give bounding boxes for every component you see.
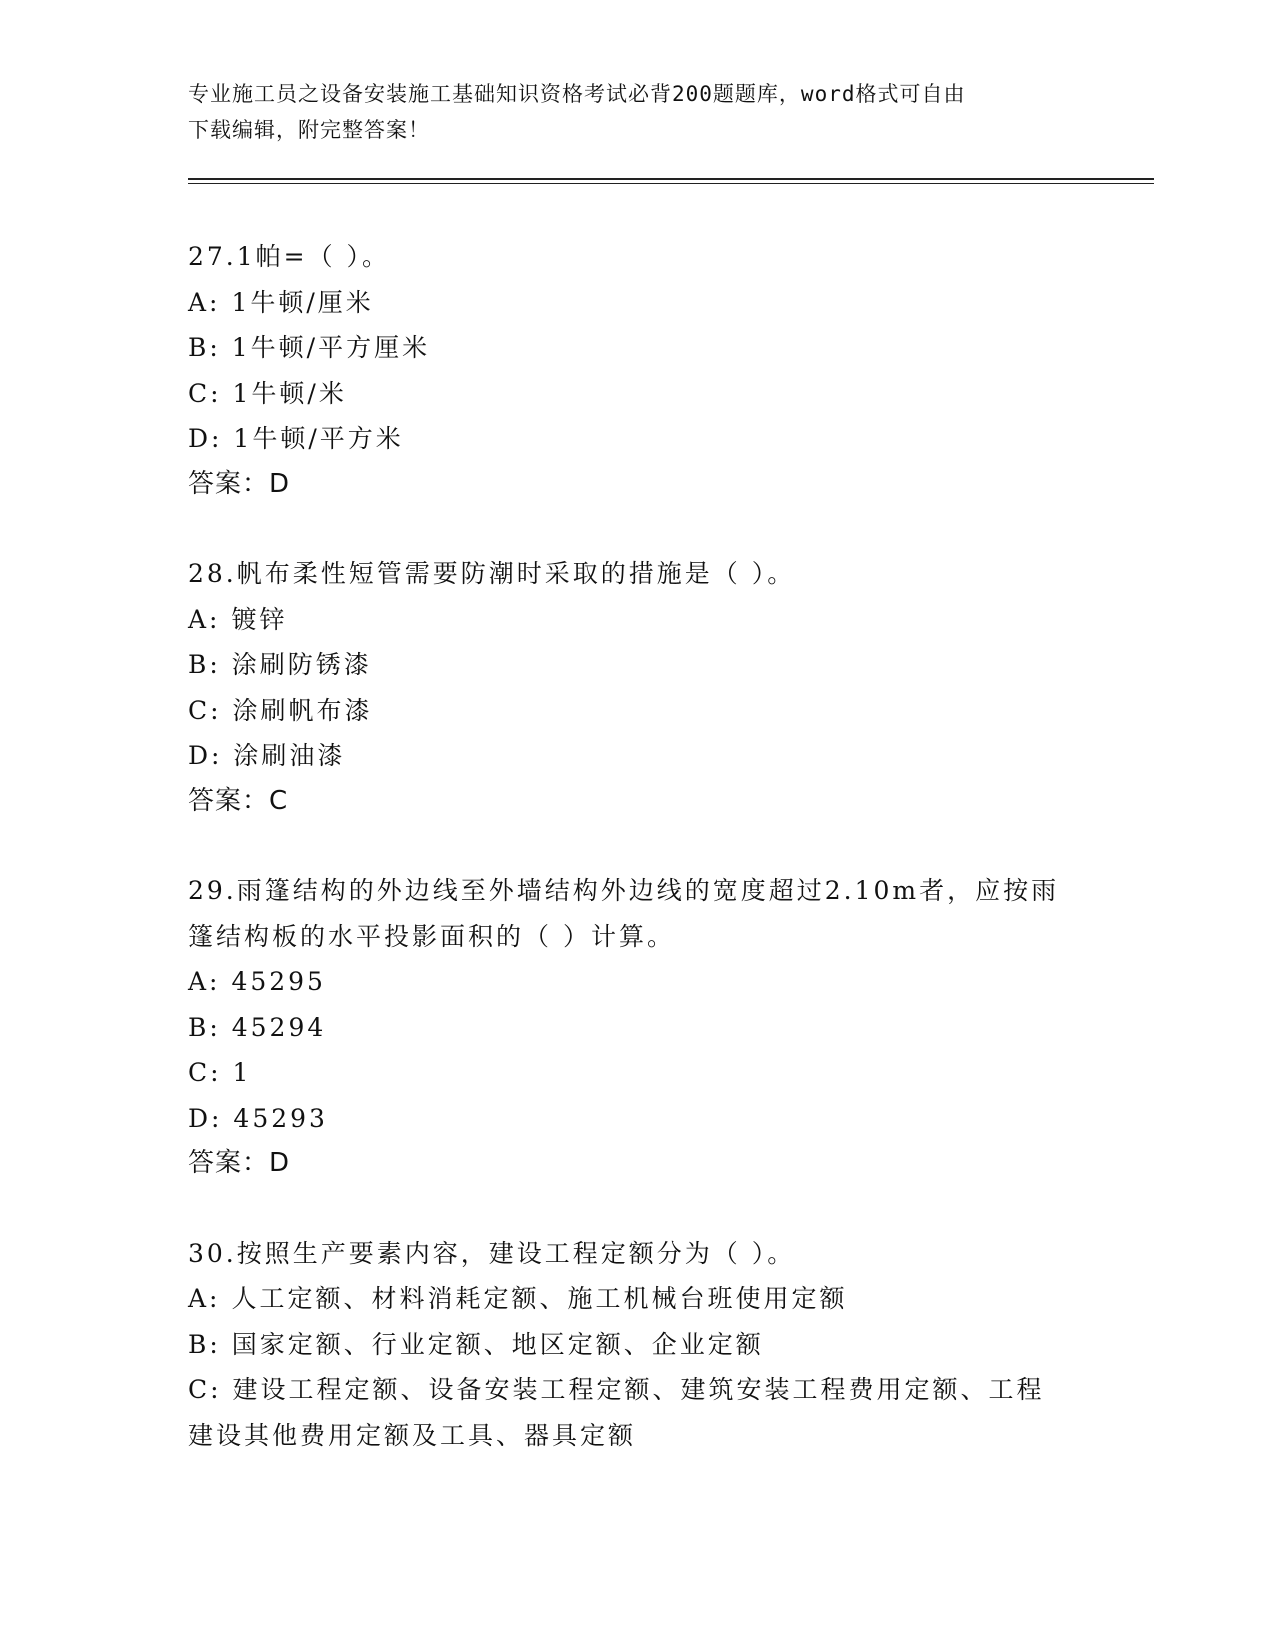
option-key: C: [188,378,222,408]
option-a [188,1276,1088,1322]
option-key: C: [188,695,222,725]
question-stem: 27.1帕=（ ）。 [188,242,391,271]
question-stem-line-1: 29.雨篷结构的外边线至外墙结构外边线的宽度超过2.10m者，应按雨 [188,876,1060,905]
option-b [188,1005,1088,1051]
option-key: B: [188,1329,221,1359]
option-text: 1牛顿/平方厘米 [231,333,431,362]
option-text: 45295 [231,967,326,996]
document-intro [188,76,1068,148]
question-28 [188,551,1088,824]
option-text: 建设工程定额、设备安装工程定额、建筑安装工程费用定额、工程 [232,1375,1045,1404]
option-c [188,1050,1088,1096]
option-d [188,733,1088,779]
answer-line: 答案：D [188,1148,291,1178]
option-b [188,325,1088,371]
option-key: A: [188,604,221,634]
question-list [188,234,1088,1502]
answer-line: 答案：D [188,468,291,499]
question-30 [188,1231,1088,1459]
option-key: D: [188,1103,223,1133]
option-text: 1牛顿/厘米 [231,287,374,317]
intro-line-2: 下载编辑，附完整答案！ [188,118,430,142]
option-c-continued: 建设其他费用定额及工具、器具定额 [188,1420,637,1450]
option-text: 镀锌 [231,604,288,634]
option-text: 1牛顿/平方米 [233,424,404,453]
option-key: D: [188,741,223,770]
question-stem: 28.帆布柔性短管需要防潮时采取的措施是（ ）。 [188,559,796,588]
option-a [188,597,1088,643]
option-text: 国家定额、行业定额、地区定额、企业定额 [231,1329,764,1359]
option-c [188,1367,1088,1413]
header-divider [188,178,1154,184]
option-key: D: [188,424,223,453]
option-key: A: [188,287,221,317]
option-text: 1牛顿/米 [232,378,347,408]
option-key: B: [188,650,221,679]
question-27 [188,234,1088,507]
option-text: 涂刷防锈漆 [231,650,372,679]
option-text: 1 [232,1058,252,1087]
option-text: 人工定额、材料消耗定额、施工机械台班使用定额 [231,1284,848,1313]
option-text: 涂刷油漆 [233,741,346,770]
question-stem: 30.按照生产要素内容，建设工程定额分为（ ）。 [188,1238,796,1268]
option-text: 涂刷帆布漆 [232,695,373,725]
option-a [188,959,1088,1005]
option-c [188,371,1088,417]
option-text: 45293 [233,1103,328,1133]
option-b [188,642,1088,688]
option-key: A: [188,967,221,996]
option-text: 45294 [231,1012,327,1042]
question-29 [188,868,1088,1187]
option-key: B: [188,333,221,362]
answer-line: 答案：C [188,785,289,816]
option-d [188,1096,1088,1142]
option-b [188,1322,1088,1368]
option-key: C: [188,1375,222,1404]
option-c [188,688,1088,734]
option-a [188,280,1088,326]
option-key: A: [188,1284,221,1313]
option-key: B: [188,1012,221,1042]
intro-line-1: 专业施工员之设备安装施工基础知识资格考试必背200题题库，word格式可自由 [188,82,966,106]
option-key: C: [188,1058,222,1087]
question-stem-line-2: 篷结构板的水平投影面积的（ ）计算。 [188,921,675,951]
option-d [188,416,1088,462]
